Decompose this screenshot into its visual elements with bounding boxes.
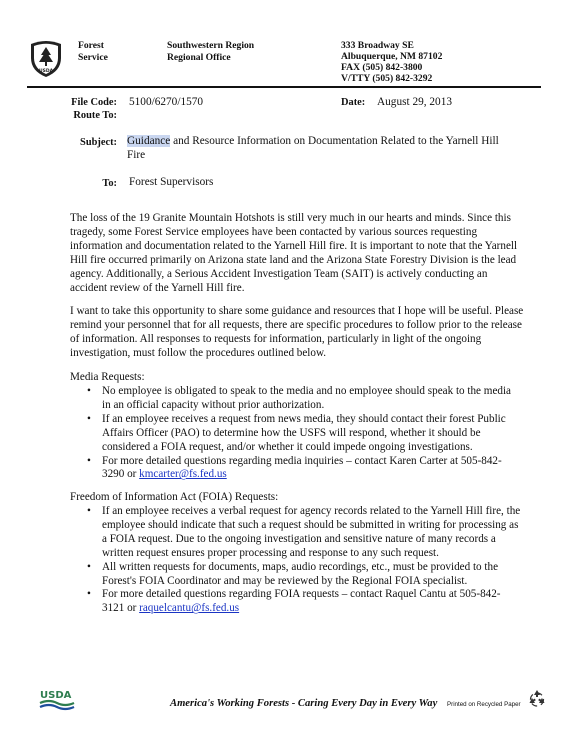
paragraph-1: The loss of the 19 Granite Mountain Hotshots is still very much in our hearts and minds. Since this tragedy, some Forest Service employees have been contacted by various sources requesting information and documentation related to the Yarnell Hill fire. It is important to note that the Yarnell Hill fire occurred primarily on Arizona state land and the Arizona State Forestry Division is the lead agency. Additionally, a Serious Accident Investigation Team (SAIT) is actively conducting an accident review of the Yarnell Hill fire. [70,212,518,294]
agency-name: Forest Service [78,40,108,63]
subject-text: and Resource Information on Documentation Related to the Yarnell Hill Fire [127,135,499,161]
usda-logo-icon [39,688,75,712]
date-value: August 29, 2013 [377,96,453,108]
list-item: • If an employee receives a request from news media, they should contact their forest Public Affairs Officer (PAO) to determine how the USFS will respond, whether it should be considered a FOIA request, and/or whether it could impede ongoing investigations. [87,412,506,453]
list-item: • All written requests for documents, maps, audio recordings, etc., must be provided to the Forest's FOIA Coordinator and may be reviewed by the Regional FOIA specialist. [87,560,499,587]
footer-slogan: America's Working Forests - Caring Every Day in Every Way [170,698,438,709]
subject-value [127,135,517,162]
list-item: • For more detailed questions regarding media inquiries – contact Karen Carter at 505-842-3290 or kmcarter@fs.fed.us [87,454,502,481]
file-code-value: 5100/6270/1570 [129,96,204,108]
paragraph-2: I want to take this opportunity to share some guidance and resources that I hope will be useful. Please remind your personnel that for all requests, there are specific procedures to follow prior to the release of information. All responses to requests for information, particularly in light of the ongoing investigation, must follow the procedures outlined below. [70,305,524,359]
list-item: • No employee is obligated to speak to the media and no employee should speak to the media in an official capacity without prior authorization. [87,385,512,411]
header-divider [27,86,541,88]
file-code-label: File Code: [71,97,117,108]
foia-contact-email-link[interactable]: raquelcantu@fs.fed.us [139,602,240,615]
subject-label: Subject: [80,137,117,148]
media-requests-list [70,385,522,482]
shield-text: USDA [38,69,54,74]
office-address: 333 Broadway SE Albuquerque, NM 87102 FAX (505) 842-3800 V/TTY (505) 842-3292 [341,40,443,84]
list-item: • For more detailed questions regarding FOIA requests – contact Raquel Cantu at 505-842-3121 or raquelcantu@fs.fed.us [87,588,501,615]
foia-requests-heading: Freedom of Information Act (FOIA) Requests: [70,491,279,503]
region-name: Southwestern Region Regional Office [167,40,255,63]
recycle-icon [527,688,547,708]
recycled-paper-note: Printed on Recycled Paper [447,701,521,708]
media-requests-heading: Media Requests: [70,371,145,383]
date-label: Date: [341,97,366,108]
route-to-label: Route To: [73,110,117,121]
svg-text:USDA: USDA [40,690,72,701]
list-item: • If an employee receives a verbal request for agency records related to the Yarnell Hill fire, the employee should indicate that such a request should be submitted in writing for processing as a FOIA request. Due to the ongoing investigation and sensitive nature of many records a written request ensures proper processing and response to any such request. [87,505,521,559]
forest-service-shield-icon [29,38,63,78]
to-value: Forest Supervisors [129,176,214,188]
subject-highlighted-word[interactable]: Guidance [127,135,171,147]
to-label: To: [102,178,117,189]
foia-requests-list [70,505,522,616]
media-contact-email-link[interactable]: kmcarter@fs.fed.us [139,468,227,481]
